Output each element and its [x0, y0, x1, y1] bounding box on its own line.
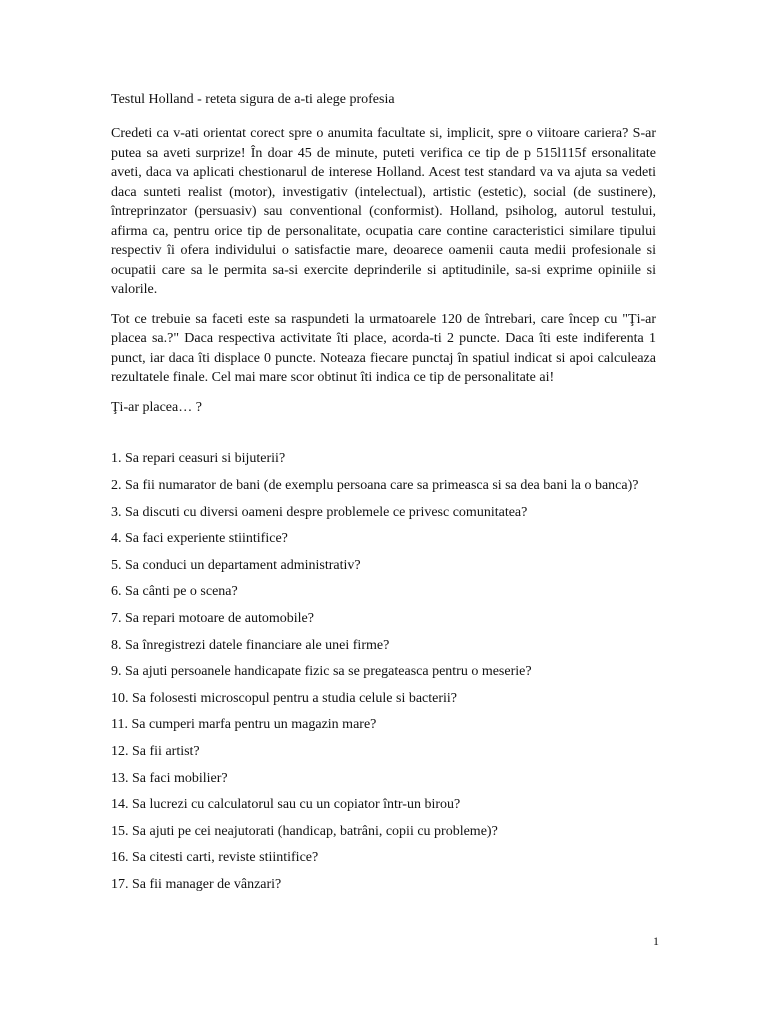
question-item: 6. Sa cânti pe o scena?	[111, 584, 238, 600]
question-item: 7. Sa repari motoare de automobile?	[111, 610, 314, 626]
question-item: 1. Sa repari ceasuri si bijuterii?	[111, 451, 286, 466]
document-content	[111, 91, 656, 902]
question-item: 8. Sa înregistrezi datele financiare ale unei firme?	[111, 637, 390, 653]
question-item: 2. Sa fii numarator de bani (de exemplu persoana care sa primeasca si sa dea bani la o banca)?	[111, 477, 639, 493]
question-list	[111, 449, 656, 894]
question-item: 3. Sa discuti cu diversi oameni despre problemele ce privesc comunitatea?	[111, 504, 528, 520]
question-item: 11. Sa cumperi marfa pentru un magazin mare?	[111, 717, 377, 733]
question-item: 4. Sa faci experiente stiintifice?	[111, 531, 288, 547]
question-item: 17. Sa fii manager de vânzari?	[111, 876, 282, 892]
question-item: 15. Sa ajuti pe cei neajutorati (handicap, batrâni, copii cu probleme)?	[111, 823, 498, 839]
page-number: 1	[653, 934, 659, 948]
question-item: 9. Sa ajuti persoanele handicapate fizic sa se pregateasca pentru o meserie?	[111, 664, 532, 680]
question-item: 12. Sa fii artist?	[111, 743, 200, 759]
question-item: 13. Sa faci mobilier?	[111, 770, 228, 786]
instructions-paragraph: Tot ce trebuie sa faceti este sa raspundeti la urmatoarele 120 de întrebari, care încep cu "Ţi-ar placea sa.?" Daca respectiva activitate îti place, acorda-ti 2 puncte. Daca îti este indiferenta 1 punct, iar daca îti displace 0 puncte. Noteaza fiecare punctaj în spatiul indicat si apoi calculeaza rezultatele finale. Cel mai mare scor obtinut îti indica ce tip de personalitate ai!	[111, 311, 656, 385]
question-item: 14. Sa lucrezi cu calculatorul sau cu un copiator într-un birou?	[111, 797, 461, 813]
document-title: Testul Holland - reteta sigura de a-ti alege profesia	[111, 92, 395, 107]
intro-paragraph: Credeti ca v-ati orientat corect spre o anumita facultate si, implicit, spre o viitoare cariera? S-ar putea sa aveti surprize! În doar 45 de minute, puteti verifica ce tip de p 515l115f ersonalitate aveti, daca va aplicati chestionarul de interese Holland. Acest test standard va va ajuta sa vedeti daca sunteti realist (motor), investigativ (intelectual), artistic (estetic), social (de sustinere), întreprinzator (persuasiv) sau conventional (conformist). Holland, psiholog, autorul testului, afirma ca, pentru orice tip de personalitate, ocupatia care contine caracteristici similare tipului respectiv îi ofera individului o satisfactie mare, deoarece oamenii cauta medii profesionale si ocupatii care sa le permita sa-si exercite deprinderile si aptitudinile, sa-si exprime opiniile si valorile.	[111, 126, 656, 297]
question-item: 16. Sa citesti carti, reviste stiintifice?	[111, 850, 319, 866]
question-item: 10. Sa folosesti microscopul pentru a studia celule si bacterii?	[111, 690, 458, 706]
question-item: 5. Sa conduci un departament administrativ?	[111, 557, 361, 573]
question-prompt: Ţi-ar placea… ?	[111, 399, 202, 415]
